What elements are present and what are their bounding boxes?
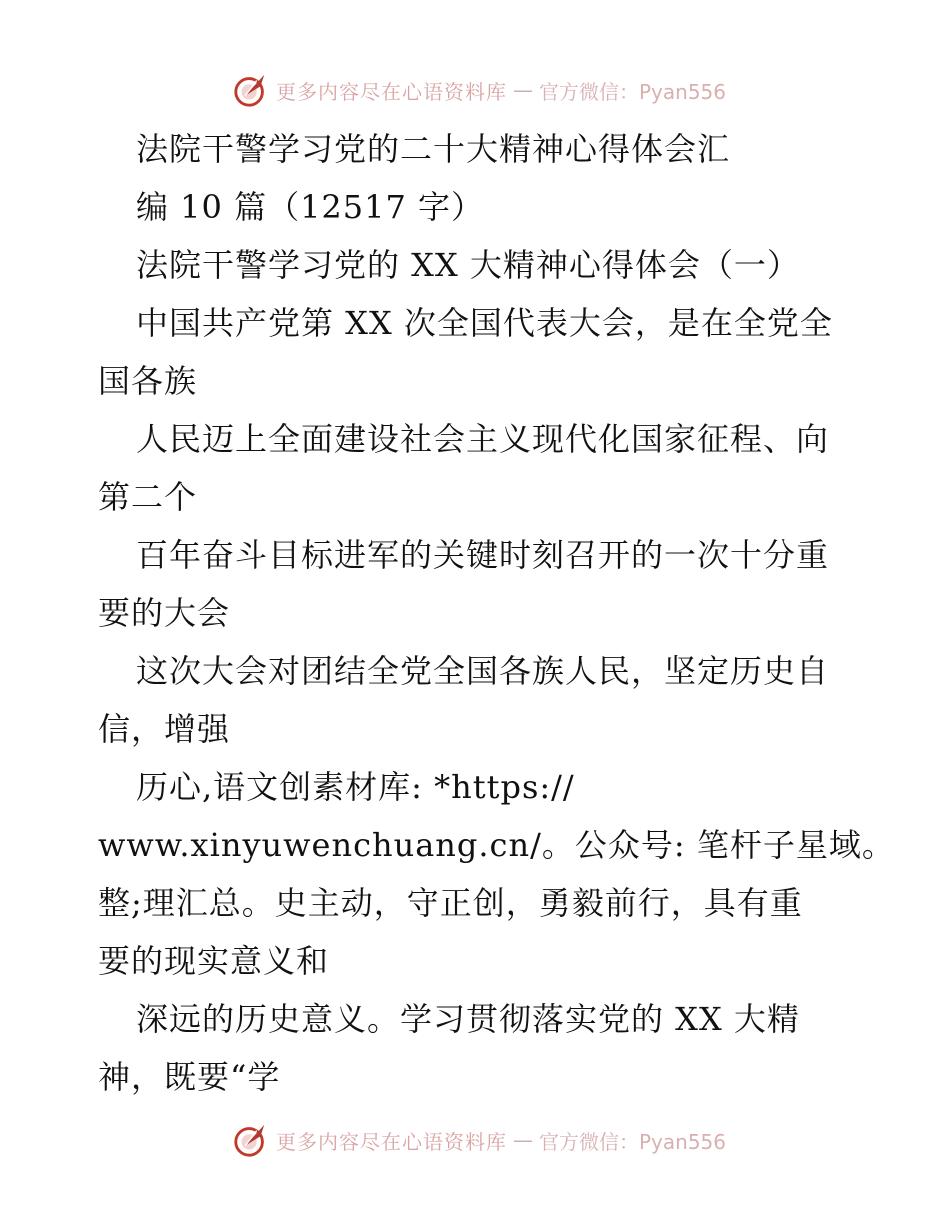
doc-title-line-1: 法院干警学习党的二十大精神心得体会汇 xyxy=(136,130,731,168)
footer-banner-text: 更多内容尽在心语资料库 xyxy=(276,1129,507,1154)
header-banner-wechat: 官方微信：Pyan556 xyxy=(539,79,727,104)
doc-line: 信，增强 xyxy=(98,710,231,748)
doc-line: 要的现实意义和 xyxy=(98,942,330,980)
footer-banner xyxy=(232,1120,726,1160)
quill-logo-icon xyxy=(232,1121,270,1159)
doc-line: 神，既要“学 xyxy=(98,1058,281,1096)
doc-line: 历心,语文创素材库: *https:// xyxy=(136,768,575,806)
doc-line: 第二个 xyxy=(98,478,198,516)
quill-logo-icon xyxy=(232,71,270,109)
doc-line: 百年奋斗目标进军的关键时刻召开的一次十分重 xyxy=(136,536,830,574)
document-body xyxy=(98,120,895,1106)
doc-line: www.xinyuwenchuang.cn/。公众号: 笔杆子星域。 xyxy=(98,826,895,864)
header-banner-dash: — xyxy=(513,78,533,102)
doc-title-line-2: 编 10 篇（12517 字） xyxy=(136,188,485,226)
doc-line: 整;理汇总。史主动，守正创，勇毅前行，具有重 xyxy=(98,884,803,922)
footer-banner-wechat: 官方微信：Pyan556 xyxy=(539,1129,727,1154)
doc-line: 要的大会 xyxy=(98,594,231,632)
doc-line: 深远的历史意义。学习贯彻落实党的 XX 大精 xyxy=(136,1000,800,1038)
footer-banner-dash: — xyxy=(513,1128,533,1152)
doc-line: 这次大会对团结全党全国各族人民，坚定历史自 xyxy=(136,652,830,690)
doc-line: 中国共产党第 XX 次全国代表大会，是在全党全 xyxy=(136,304,833,342)
header-banner-text: 更多内容尽在心语资料库 xyxy=(276,79,507,104)
header-banner xyxy=(232,70,726,110)
doc-line: 国各族 xyxy=(98,362,198,400)
doc-section-heading: 法院干警学习党的 XX 大精神心得体会（一） xyxy=(136,246,800,284)
doc-line: 人民迈上全面建设社会主义现代化国家征程、向 xyxy=(136,420,830,458)
